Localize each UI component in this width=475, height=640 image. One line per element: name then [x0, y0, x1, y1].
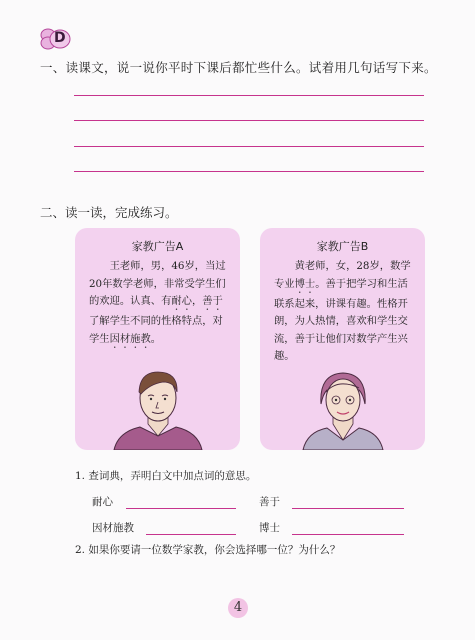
- ad-b-text: 黄老师，女，28岁，数学专业博士。善于把学习和生活联系起来，讲课有趣。性格开朗，为人热情，喜欢和学生交流，善于让他们对数学产生兴趣。: [274, 260, 411, 363]
- male-teacher-portrait: [108, 364, 208, 450]
- section-badge: [40, 28, 74, 50]
- term-boshi: 博士: [259, 522, 280, 534]
- answer-line[interactable]: [74, 171, 424, 172]
- answer-line-naixin[interactable]: [126, 508, 236, 509]
- term-yincaishijiao: 因材施教: [92, 522, 134, 534]
- female-teacher-portrait: [293, 364, 393, 450]
- page-number: 4: [228, 598, 248, 618]
- answer-line[interactable]: [74, 120, 424, 121]
- exercise-q2: 2. 如果你要请一位数学家教，你会选择哪一位？为什么？: [75, 544, 341, 556]
- answer-line-yincaishijiao[interactable]: [146, 534, 236, 535]
- ad-a-text: 王老师，男，46岁，当过20年数学老师，非常受学生们的欢迎。认真、有耐心，善于了解学生不同的性格特点，对学生因材施教。: [89, 260, 226, 345]
- term-naixin: 耐心: [92, 496, 113, 508]
- question-2-prompt: 二、读一读，完成练习。: [40, 205, 178, 220]
- exercise-q1: 1. 查词典，弄明白文中加点词的意思。: [75, 470, 257, 482]
- dotted-word: 博士: [294, 277, 316, 290]
- answer-line-shanyu[interactable]: [292, 508, 404, 509]
- badge-letter: D: [54, 30, 66, 46]
- ad-a-title: 家教广告A: [131, 240, 184, 253]
- term-shanyu: 善于: [259, 496, 280, 508]
- dotted-word: 因材施教: [109, 332, 151, 345]
- ad-card-a: [75, 228, 240, 450]
- dotted-word: 耐心: [171, 295, 192, 308]
- answer-line[interactable]: [74, 146, 424, 147]
- dotted-word: 善于: [202, 295, 223, 308]
- question-1-prompt: 一、读课文，说一说你平时下课后都忙些什么。试着用几句话写下来。: [40, 60, 437, 75]
- answer-line-boshi[interactable]: [292, 534, 404, 535]
- answer-line[interactable]: [74, 95, 424, 96]
- ad-b-title: 家教广告B: [316, 240, 369, 253]
- ad-card-b: [260, 228, 425, 450]
